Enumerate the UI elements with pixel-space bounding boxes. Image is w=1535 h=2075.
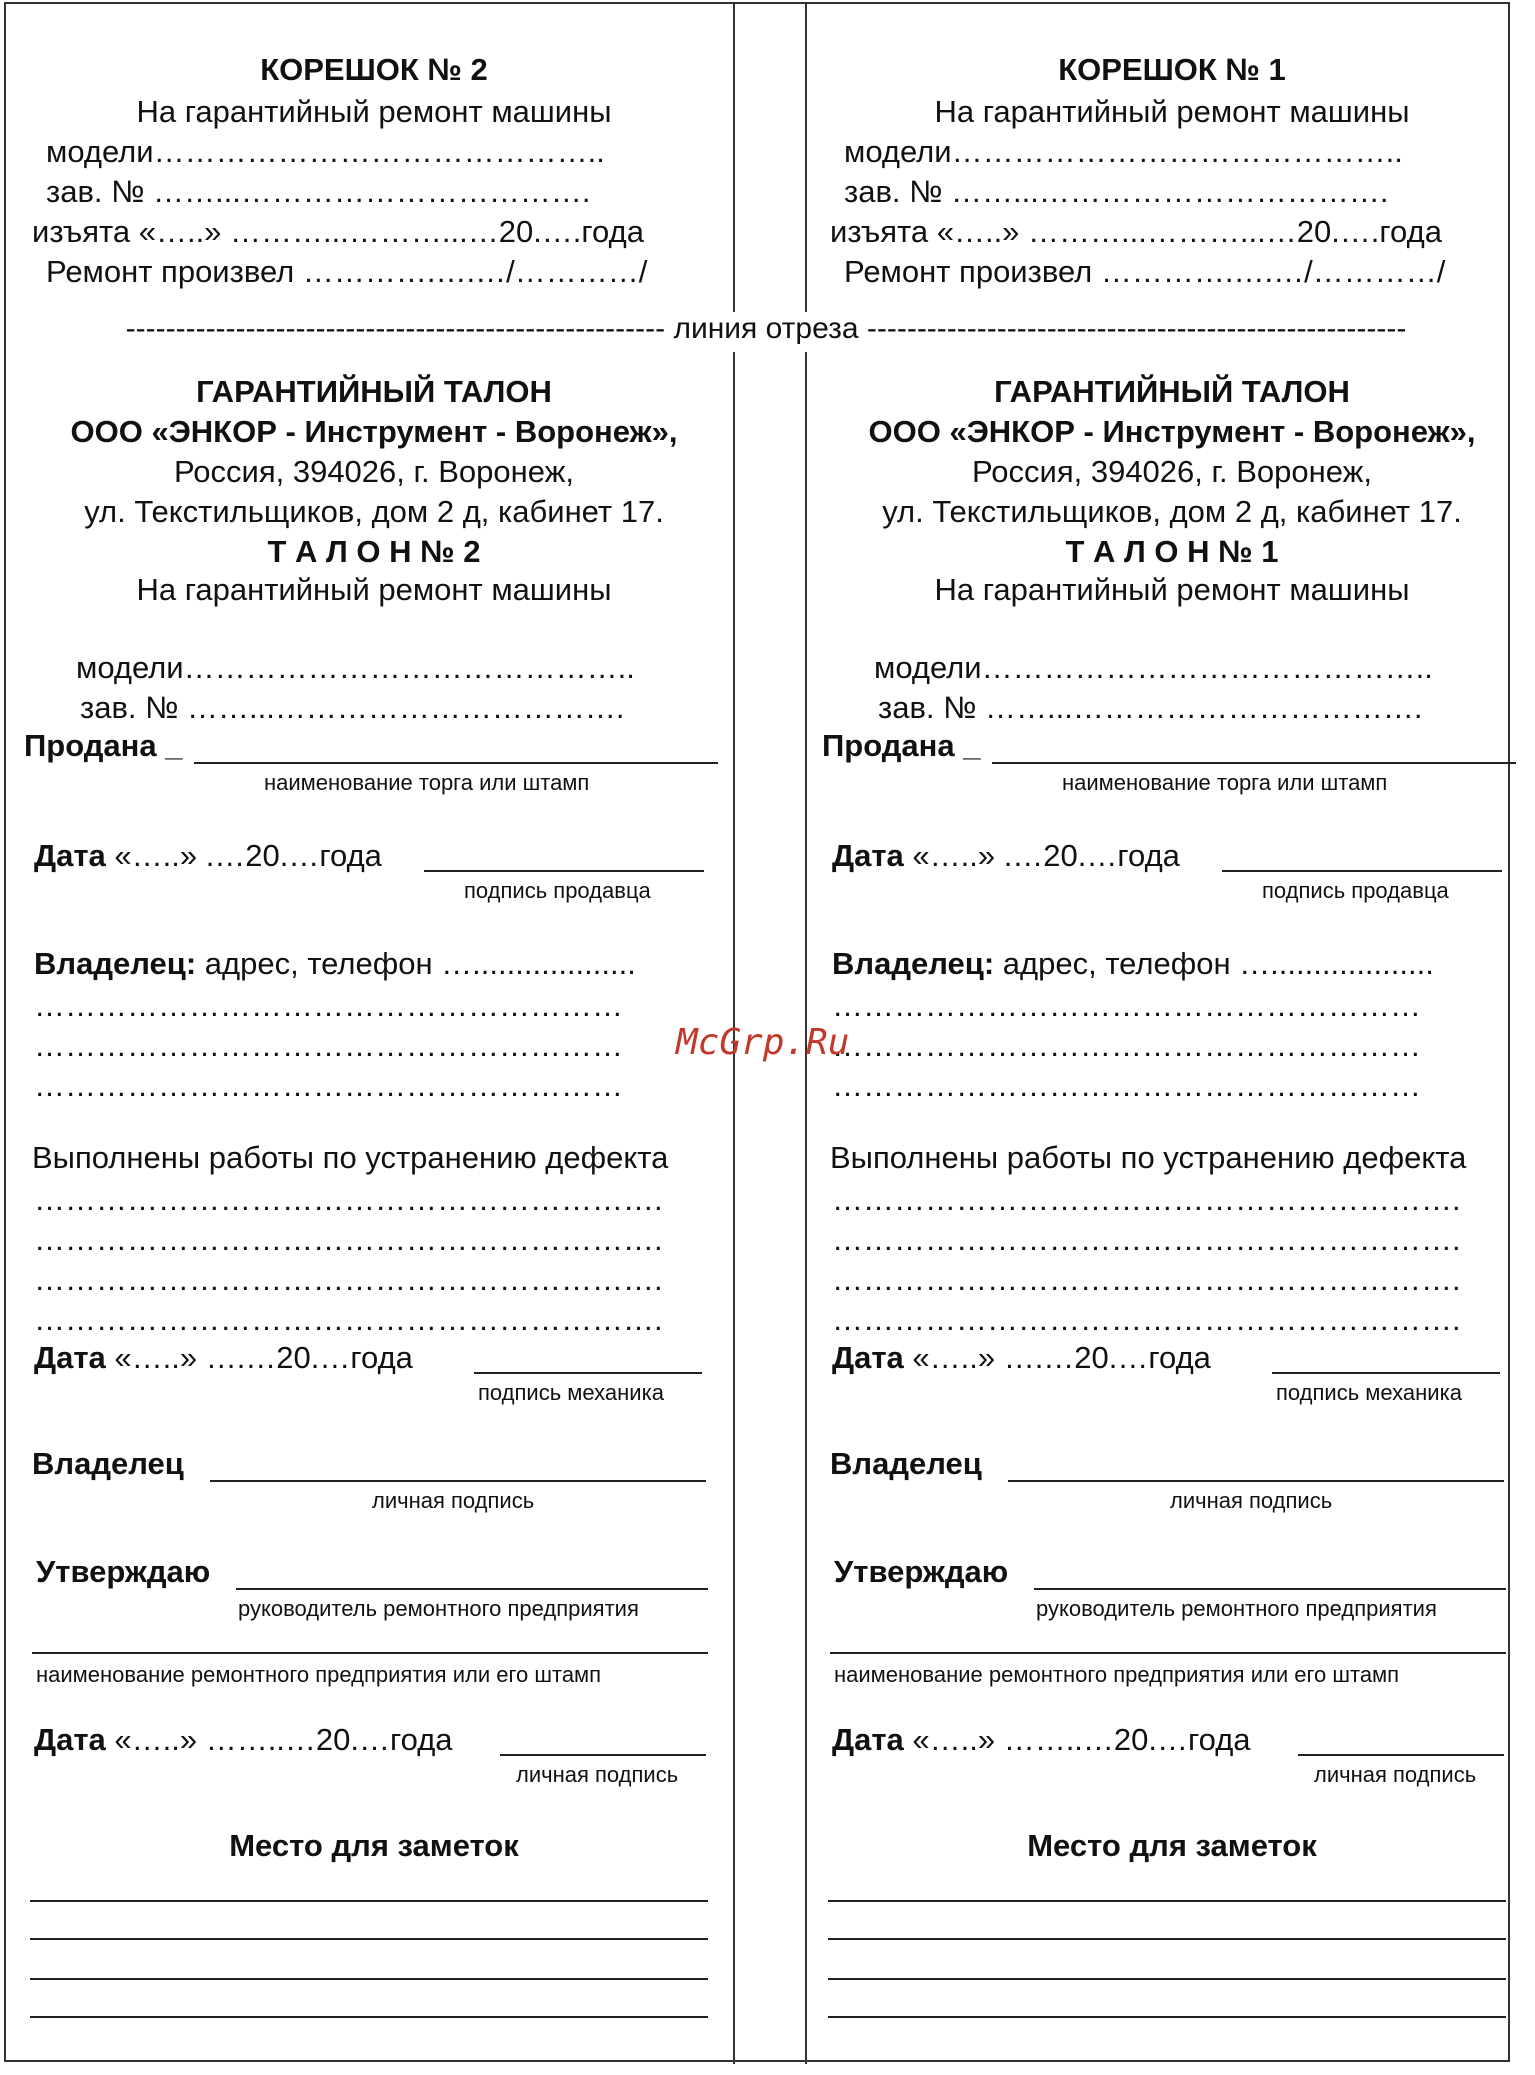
- stub-line: На гарантийный ремонт машины: [136, 94, 612, 129]
- sold-caption: наименование торга или штамп: [264, 770, 590, 795]
- coupon-line: На гарантийный ремонт машины: [934, 572, 1410, 607]
- approve-label: Утверждаю: [834, 1554, 1009, 1589]
- approve-caption: руководитель ремонтного предприятия: [1036, 1596, 1437, 1621]
- date1-text: «…..» .…20.…года: [114, 838, 382, 873]
- dots-line-7: …………………………………………………….: [34, 1302, 663, 1337]
- enterprise-line: [830, 1652, 1506, 1654]
- stub-line: На гарантийный ремонт машины: [934, 94, 1410, 129]
- approve-line: [236, 1588, 708, 1590]
- date1-caption: подпись продавца: [464, 878, 651, 903]
- notes-title: Место для заметок: [229, 1828, 519, 1863]
- notes-title: Место для заметок: [1027, 1828, 1317, 1863]
- model-field: модели……………………………………..: [76, 650, 635, 685]
- date3-line: [1298, 1754, 1504, 1756]
- date2-text: «…..» ….…20.…года: [114, 1340, 413, 1375]
- warranty-column-1: [822, 0, 1522, 2060]
- dots-line-7: …………………………………………………….: [832, 1302, 1461, 1337]
- date3-text: «…..» ……..…20.…года: [912, 1722, 1251, 1757]
- watermark: McGrp.Ru: [676, 1022, 850, 1063]
- coupon-title: Т А Л О Н № 2: [267, 534, 481, 569]
- notes-line: [30, 2016, 708, 2018]
- address-line-2: ул. Текстильщиков, дом 2 д, кабинет 17.: [882, 494, 1462, 529]
- dots-line-6: …………………………………………………….: [832, 1262, 1461, 1297]
- notes-line: [30, 1978, 708, 1980]
- address-line-1: Россия, 394026, г. Воронеж,: [173, 454, 575, 489]
- date2-line: [474, 1372, 702, 1374]
- stub-serial: зав. № ……...…………………………….: [46, 174, 591, 209]
- date1-label: Дата: [832, 838, 904, 873]
- enterprise-caption: наименование ремонтного предприятия или его штамп: [36, 1662, 602, 1687]
- serial-field: зав. № ……...…………………………….: [80, 690, 625, 725]
- notes-line: [30, 1938, 708, 1940]
- enterprise-caption: наименование ремонтного предприятия или его штамп: [834, 1662, 1400, 1687]
- date2-line: [1272, 1372, 1500, 1374]
- address-line-2: ул. Текстильщиков, дом 2 д, кабинет 17.: [84, 494, 664, 529]
- date3-label: Дата: [34, 1722, 106, 1757]
- model-field: модели……………………………………..: [874, 650, 1433, 685]
- date3-line: [500, 1754, 706, 1756]
- stub-repair: Ремонт произвел ………….….…/…………/: [46, 254, 648, 289]
- stub-title: КОРЕШОК № 2: [260, 52, 488, 87]
- notes-line: [828, 1978, 1506, 1980]
- dots-line-2: …………………………………………………: [832, 1028, 1421, 1063]
- date3-caption: личная подпись: [1314, 1762, 1477, 1787]
- dots-line-1: …………………………………………………: [34, 988, 623, 1023]
- date1-text: «…..» .…20.…года: [912, 838, 1180, 873]
- cut-line: ------------------------------------------------------ линия отреза ------------------------------------------------------: [36, 312, 1496, 352]
- date3-caption: личная подпись: [516, 1762, 679, 1787]
- approve-line: [1034, 1588, 1506, 1590]
- owner-label: Владелец:: [832, 946, 995, 981]
- owner2-label: Владелец: [830, 1446, 982, 1481]
- card-title: ГАРАНТИЙНЫЙ ТАЛОН: [994, 374, 1350, 409]
- address-line-1: Россия, 394026, г. Воронеж,: [971, 454, 1373, 489]
- stub-serial: зав. № ……...…………………………….: [844, 174, 1389, 209]
- dots-line-4: …………………………………………………….: [832, 1182, 1461, 1217]
- owner-label: Владелец:: [34, 946, 197, 981]
- coupon-line: На гарантийный ремонт машины: [136, 572, 612, 607]
- stub-repair: Ремонт произвел ………….….…/…………/: [844, 254, 1446, 289]
- owner2-caption: личная подпись: [1170, 1488, 1333, 1513]
- date3-text: «…..» ……..…20.…года: [114, 1722, 453, 1757]
- stub-seized: изъята «…..» ………...………...…20.….года: [32, 214, 644, 249]
- owner2-label: Владелец: [32, 1446, 184, 1481]
- sold-label: Продана _: [24, 728, 183, 763]
- coupon-title: Т А Л О Н № 1: [1065, 534, 1279, 569]
- notes-line: [828, 1938, 1506, 1940]
- stub-seized: изъята «…..» ………...………...…20.….года: [830, 214, 1442, 249]
- date3-label: Дата: [832, 1722, 904, 1757]
- stub-title: КОРЕШОК № 1: [1058, 52, 1286, 87]
- owner-text: адрес, телефон …...................: [1002, 946, 1434, 981]
- company-name: ООО «ЭНКОР - Инструмент - Воронеж»,: [70, 414, 678, 449]
- owner2-caption: личная подпись: [372, 1488, 535, 1513]
- serial-field: зав. № ……...…………………………….: [878, 690, 1423, 725]
- date1-caption: подпись продавца: [1262, 878, 1449, 903]
- warranty-column-2: [24, 0, 724, 2060]
- owner-text: адрес, телефон …...................: [204, 946, 636, 981]
- dots-line-6: …………………………………………………….: [34, 1262, 663, 1297]
- dots-line-5: …………………………………………………….: [832, 1222, 1461, 1257]
- owner2-line: [210, 1480, 706, 1482]
- owner2-line: [1008, 1480, 1504, 1482]
- stub-model: модели……………………………………..: [844, 134, 1403, 169]
- sold-line: [992, 762, 1516, 764]
- company-name: ООО «ЭНКОР - Инструмент - Воронеж»,: [868, 414, 1476, 449]
- date2-caption: подпись механика: [478, 1380, 664, 1405]
- date2-label: Дата: [832, 1340, 904, 1375]
- sold-caption: наименование торга или штамп: [1062, 770, 1388, 795]
- works-label: Выполнены работы по устранению дефекта: [32, 1140, 669, 1175]
- date1-label: Дата: [34, 838, 106, 873]
- dots-line-3: …………………………………………………: [832, 1068, 1421, 1103]
- approve-label: Утверждаю: [36, 1554, 211, 1589]
- approve-caption: руководитель ремонтного предприятия: [238, 1596, 639, 1621]
- sold-label: Продана _: [822, 728, 981, 763]
- notes-line: [30, 1900, 708, 1902]
- date1-line: [424, 870, 704, 872]
- notes-line: [828, 2016, 1506, 2018]
- date1-line: [1222, 870, 1502, 872]
- date2-text: «…..» ….…20.…года: [912, 1340, 1211, 1375]
- dots-line-1: …………………………………………………: [832, 988, 1421, 1023]
- sold-line: [194, 762, 718, 764]
- works-label: Выполнены работы по устранению дефекта: [830, 1140, 1467, 1175]
- card-title: ГАРАНТИЙНЫЙ ТАЛОН: [196, 374, 552, 409]
- stub-model: модели……………………………………..: [46, 134, 605, 169]
- date2-caption: подпись механика: [1276, 1380, 1462, 1405]
- dots-line-5: …………………………………………………….: [34, 1222, 663, 1257]
- dots-line-4: …………………………………………………….: [34, 1182, 663, 1217]
- notes-line: [828, 1900, 1506, 1902]
- enterprise-line: [32, 1652, 708, 1654]
- dots-line-2: …………………………………………………: [34, 1028, 623, 1063]
- date2-label: Дата: [34, 1340, 106, 1375]
- dots-line-3: …………………………………………………: [34, 1068, 623, 1103]
